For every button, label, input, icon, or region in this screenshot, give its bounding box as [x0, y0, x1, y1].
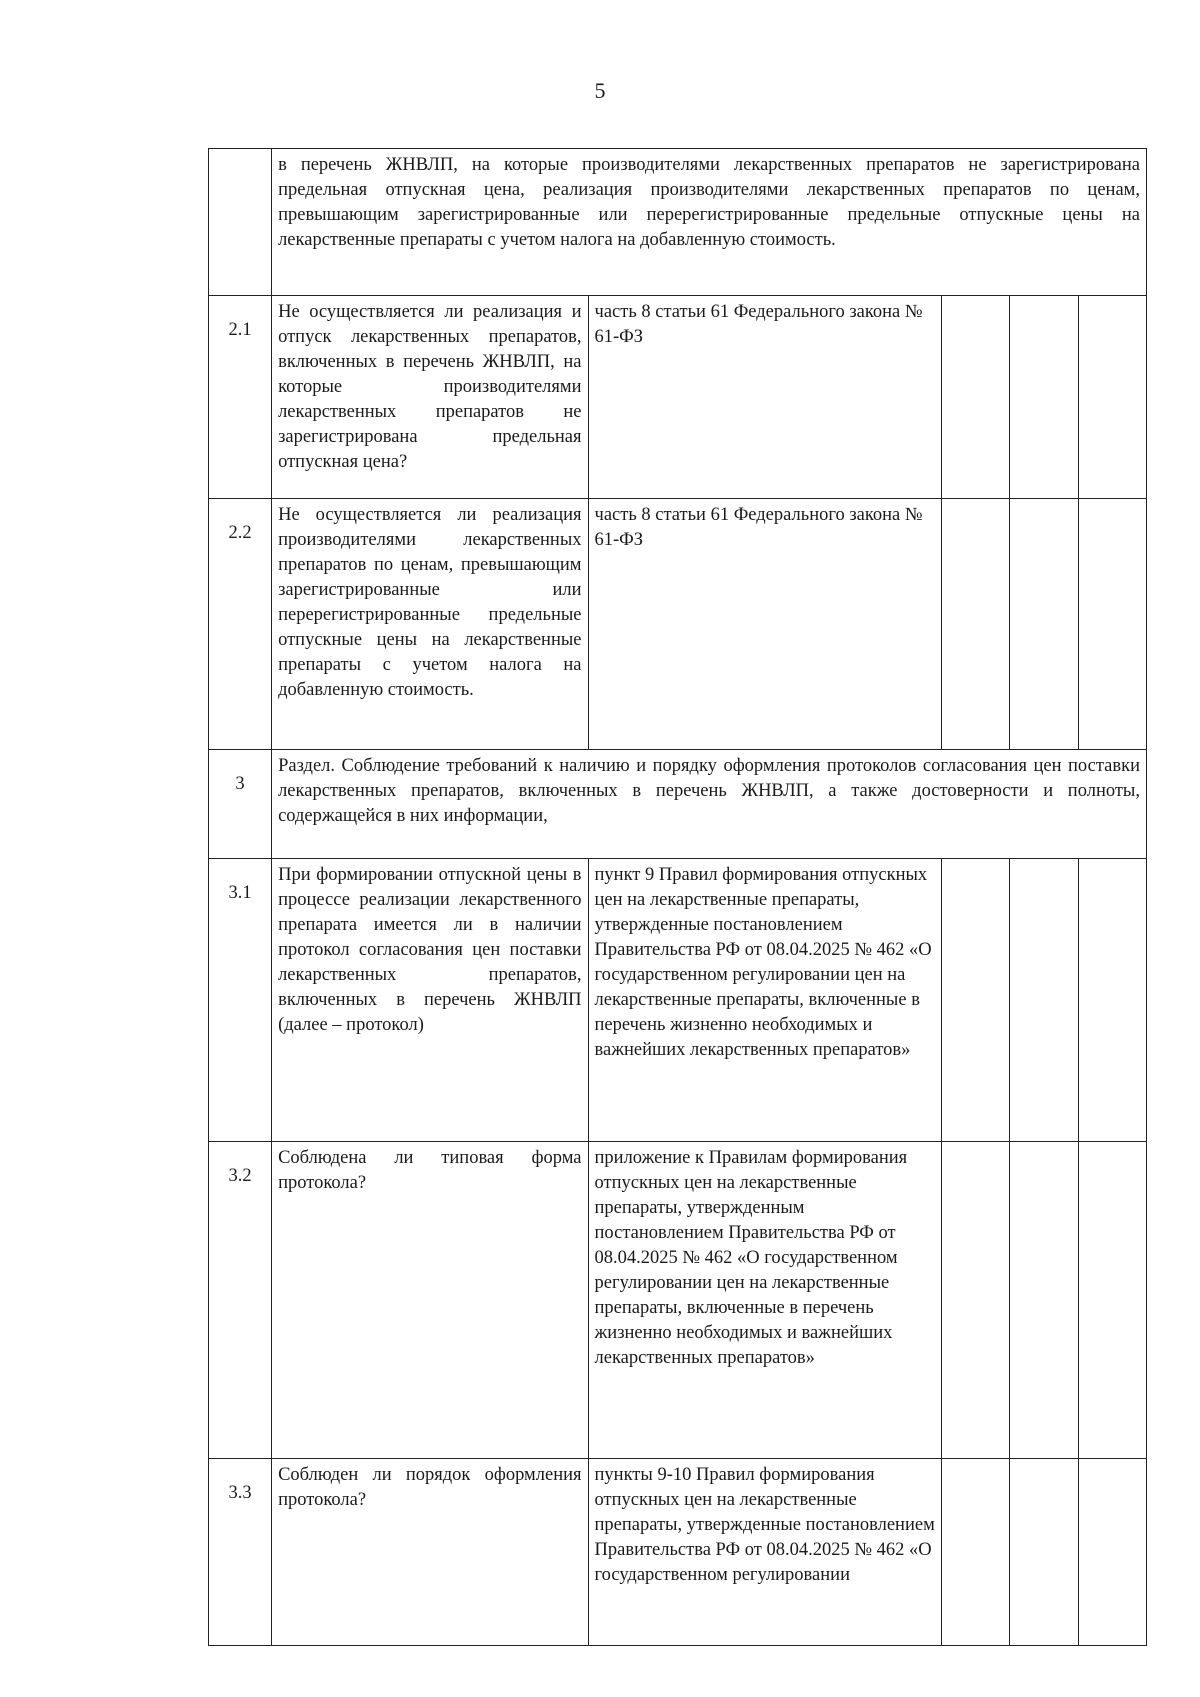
row-number-cell: 3.1 — [209, 859, 272, 1142]
answer-no-cell[interactable] — [1010, 859, 1078, 1142]
table-row-intro — [209, 149, 1147, 296]
table-row — [209, 1142, 1147, 1459]
row-number-cell: 3.3 — [209, 1459, 272, 1646]
answer-na-cell[interactable] — [1078, 859, 1146, 1142]
section-title-cell: Раздел. Соблюдение требований к наличию и порядку оформления протоколов согласования цен поставки лекарственных препаратов, включенных в перечень ЖНВЛП, а также достоверности и полноты, содержащейся в них информации, — [272, 750, 1147, 859]
question-cell: При формировании отпускной цены в процессе реализации лекарственного препарата имеется ли в наличии протокол согласования цен поставки лекарственных препаратов, включенных в перечень ЖНВЛП (далее – протокол) — [272, 859, 588, 1142]
row-number-cell: 3.2 — [209, 1142, 272, 1459]
table-row — [209, 499, 1147, 750]
answer-no-cell[interactable] — [1010, 1142, 1078, 1459]
reference-cell: пункты 9-10 Правил формирования отпускных цен на лекарственные препараты, утвержденные постановлением Правительства РФ от 08.04.2025 № 462 «О государственном регулировании — [588, 1459, 942, 1646]
answer-yes-cell[interactable] — [942, 859, 1010, 1142]
table-row-section — [209, 750, 1147, 859]
row-number-cell: 2.2 — [209, 499, 272, 750]
question-cell: Соблюдена ли типовая форма протокола? — [272, 1142, 588, 1459]
answer-yes-cell[interactable] — [942, 1142, 1010, 1459]
reference-cell: часть 8 статьи 61 Федерального закона № 61-ФЗ — [588, 296, 942, 499]
answer-yes-cell[interactable] — [942, 499, 1010, 750]
answer-na-cell[interactable] — [1078, 499, 1146, 750]
table-row — [209, 296, 1147, 499]
question-cell: Не осуществляется ли реализация производителями лекарственных препаратов по ценам, превышающим зарегистрированные или перерегистрированные предельные отпускные цены на лекарственные препараты с учетом налога на добавленную стоимость. — [272, 499, 588, 750]
answer-no-cell[interactable] — [1010, 1459, 1078, 1646]
row-number-cell: 2.1 — [209, 296, 272, 499]
page-number: 5 — [594, 78, 606, 103]
answer-yes-cell[interactable] — [942, 1459, 1010, 1646]
section-number-cell: 3 — [209, 750, 272, 859]
answer-yes-cell[interactable] — [942, 296, 1010, 499]
table-row — [209, 1459, 1147, 1646]
question-cell: Соблюден ли порядок оформления протокола? — [272, 1459, 588, 1646]
reference-cell: часть 8 статьи 61 Федерального закона № 61-ФЗ — [588, 499, 942, 750]
answer-na-cell[interactable] — [1078, 1459, 1146, 1646]
reference-cell: приложение к Правилам формирования отпускных цен на лекарственные препараты, утвержденным постановлением Правительства РФ от 08.04.2025 № 462 «О государственном регулировании цен на лекарственные препараты, включенные в перечень жизненно необходимых и важнейших лекарственных препаратов» — [588, 1142, 942, 1459]
intro-text-cell: в перечень ЖНВЛП, на которые производителями лекарственных препаратов не зарегистрирована предельная отпускная цена, реализация производителями лекарственных препаратов по ценам, превышающим зарегистрированные или перерегистрированные предельные отпускные цены на лекарственные препараты с учетом налога на добавленную стоимость. — [272, 149, 1147, 296]
checklist-table — [208, 148, 1147, 1646]
answer-na-cell[interactable] — [1078, 1142, 1146, 1459]
question-cell: Не осуществляется ли реализация и отпуск лекарственных препаратов, включенных в перечень ЖНВЛП, на которые производителями лекарственных препаратов не зарегистрирована предельная отпускная цена? — [272, 296, 588, 499]
answer-no-cell[interactable] — [1010, 499, 1078, 750]
reference-cell: пункт 9 Правил формирования отпускных цен на лекарственные препараты, утвержденные постановлением Правительства РФ от 08.04.2025 № 462 «О государственном регулировании цен на лекарственные препараты, включенные в перечень жизненно необходимых и важнейших лекарственных препаратов» — [588, 859, 942, 1142]
answer-na-cell[interactable] — [1078, 296, 1146, 499]
answer-no-cell[interactable] — [1010, 296, 1078, 499]
row-number-cell — [209, 149, 272, 296]
table-row — [209, 859, 1147, 1142]
